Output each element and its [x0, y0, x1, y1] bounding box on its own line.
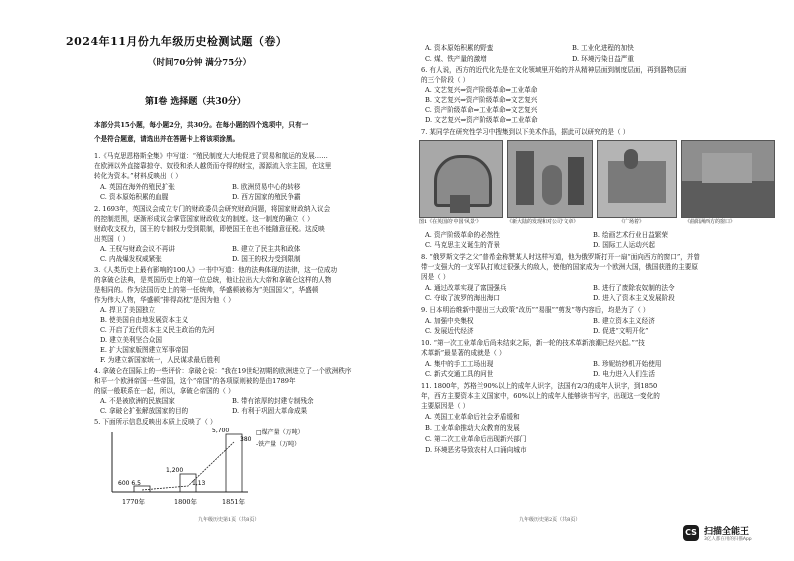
q7-option-c: C. 马克思主义诞生的背景	[425, 241, 500, 249]
painting-2-caption: 《新大陆的发现和对公司'文章》	[507, 219, 579, 225]
q2-option-d: D. 国王的权力受到限制	[232, 255, 301, 263]
q11-stem-3: 主要原因是（ ）	[421, 402, 470, 410]
q6-stem-1: 6. 有人说，西方的近代化先是在文化领域里开始的并从精神层面到制度层面，再到器物层面	[421, 66, 687, 74]
q8-stem-3: 因是（ ）	[421, 273, 450, 281]
q6-option-b: B. 文艺复兴⇒资产阶级革命⇒文艺复兴	[425, 96, 538, 104]
q11-stem-1: 11. 1800年，苏格兰90%以上的成年人识字，法国有2/3的成年人识字，到1850	[421, 382, 658, 390]
q3-option-a: A. 捍卫了美国独立	[100, 306, 156, 314]
q3-option-e: E. 扩大国家版图建立军事帝国	[100, 346, 189, 354]
iron-line	[142, 442, 234, 490]
q9-option-d: D. 促进“文明开化”	[593, 327, 649, 335]
q6-option-d: D. 文艺复兴⇒资产阶级革命⇒工业革命	[425, 116, 538, 124]
q9-stem: 9. 日本明治维新中提出三大政策“改历”“易服”“剪发”等内容后，均是为了（ ）	[421, 306, 650, 314]
q8-option-a: A. 通过改革实现了富国强兵	[425, 284, 507, 292]
instruction-line-2: 个是符合题意，请选出并在答题卡上将该项涂黑。	[94, 135, 240, 143]
q5-option-b: B. 工业化进程的加快	[572, 44, 634, 52]
exam-title: 2024年11月份九年级历史检测试题（卷）	[66, 35, 288, 48]
q2-option-b: B. 建立了民主共和政体	[232, 245, 301, 253]
label-600: 600 6.5	[118, 480, 141, 487]
painting-2	[507, 140, 593, 218]
painting-4-caption: 《曲阳洲西方的窗口》	[685, 219, 736, 225]
q3-stem-4: 作为伟大人物，华盛顿“排得高枕”是因为他（ ）	[94, 296, 235, 304]
painting-1-caption: 图1《在英国的'中国'风景'》	[419, 219, 482, 225]
q9-option-a: A. 加强中央集权	[425, 317, 474, 325]
q7-stem: 7. 某同学在研究性学习中搜集到以下美术作品，据此可以研究的是（ ）	[421, 128, 630, 136]
label-5700: 5,700	[212, 428, 230, 434]
label-380: 380	[240, 436, 252, 443]
painting-1	[419, 140, 503, 218]
q10-option-d: D. 电力进入人们生活	[593, 370, 655, 378]
q10-stem-2: 术革新”最显著的成就是（ ）	[421, 349, 506, 357]
q3-option-b: B. 使美国自由地发展资本主义	[100, 316, 189, 324]
painting-3-caption: 《广场着》	[619, 219, 645, 225]
q5-option-a: A. 资本原始积累的野蛮	[425, 44, 494, 52]
q1-option-a: A. 英国在海外的殖民扩张	[100, 183, 175, 191]
q8-stem-1: 8. “俄罗斯文学之父”普希金称赞某人时这样写道，他为俄罗斯打开一扇“面向西方的窗口”，并曾	[421, 253, 701, 261]
q2-stem-3: 财政收支权力，国王的专制权力受到限制，即使国王在也不能随意征税。这反映	[94, 225, 325, 233]
q5-option-d: D. 环境污染日益严重	[572, 55, 634, 63]
painting-3	[597, 140, 677, 218]
q5-option-c: C. 煤、铁产量的激增	[425, 55, 487, 63]
q8-option-b: B. 进行了废除农奴制的法令	[593, 284, 675, 292]
label-1200: 1,200	[166, 467, 184, 474]
q4-option-d: D. 有利于巩固大革命成果	[232, 407, 308, 415]
section-heading: 第Ⅰ卷 选择题（共30分）	[145, 97, 246, 107]
q10-stem-1: 10. “第一次工业革命后尚未结束之际，新一轮的技术革新浪潮已经兴起。”“技	[421, 339, 645, 347]
q1-option-b: B. 欧洲贸易中心的转移	[232, 183, 301, 191]
legend-coal: □煤产量（万吨）	[256, 429, 304, 436]
q8-option-d: D. 进入了资本主义发展阶段	[593, 294, 675, 302]
q11-option-d: D. 环境恶劣导致农村人口涌向城市	[425, 446, 527, 454]
q8-stem-2: 带一支强大的一支军队打败过很强大的敌人，使他的国家成为一个欧洲大国，俄国获胜的主要原	[421, 263, 698, 271]
q2-stem-4: 出英国（ ）	[94, 235, 130, 243]
q11-stem-2: 年，西方主要资本主义国家中，60%以上的成年人能够读书写字，出现这一变化的	[421, 392, 660, 400]
q7-option-d: D. 国际工人运动兴起	[593, 241, 655, 249]
q7-option-a: A. 资产阶级革命的必然性	[425, 231, 500, 239]
q4-option-a: A. 不是被欧洲的民族国家	[100, 397, 175, 405]
q2-stem-2: 的控制范围，逐渐形成议会掌管国家财政收支的制度。这一制度的确立（ ）	[94, 215, 314, 223]
production-chart	[108, 428, 338, 508]
q11-option-c: C. 第二次工业革命后出现新兴部门	[425, 435, 527, 443]
q4-stem-3: 的原一般联系在一起，所以，拿破仑帝国的（ ）	[94, 387, 235, 395]
year-1851: 1851年	[222, 498, 246, 506]
left-footer: 九年级历史第1页（共8页）	[198, 517, 260, 523]
q6-option-a: A. 文艺复兴⇒资产阶级革命⇒工业革命	[425, 86, 538, 94]
watermark-tagline: 3亿人都在用的扫描App	[704, 537, 752, 542]
q3-option-c: C. 开启了近代资本主义民主政治的先河	[100, 326, 215, 334]
q1-stem-2: 在欧洲以外直接靠掠夺、奴役和杀人越货而夺得的财宝，源源流入宗主国，在这里	[94, 162, 332, 170]
exam-time-score: （时间70分钟 满分75分）	[148, 58, 252, 68]
right-page	[397, 0, 794, 561]
q1-stem-1: 1.《马克思恩格斯全集》中写道：“殖民制度大大地促进了贸易和航运的发展……	[94, 152, 328, 160]
q11-option-b: B. 工业革命推动大众教育的发展	[425, 424, 520, 432]
q4-stem-2: 和平一个欧洲帝国一些帝国，这个“帝国”的各项原则被的是由1789年	[94, 377, 296, 385]
q2-option-c: C. 内战爆发权威紧张	[100, 255, 162, 263]
q10-option-a: A. 集中的手工工场出现	[425, 360, 494, 368]
q3-option-d: D. 建立美利坚合众国	[100, 336, 162, 344]
q2-option-a: A. 王权与财政会议不再讲	[100, 245, 175, 253]
q6-stem-2: 的三个阶段（ ）	[421, 76, 470, 84]
instruction-line-1: 本部分共15小题，每小题2分，共30分。在每小题的四个选项中，只有一	[94, 121, 309, 129]
q1-stem-3: 转化为资本。”材料反映出（ ）	[94, 172, 182, 180]
q4-stem-1: 4. 拿破仑在国际上的一些评价：拿破仑说：“我在19世纪初期的欧洲进立了一个欧洲秩序	[94, 367, 352, 375]
q7-option-b: B. 绘画艺术行业日益繁荣	[593, 231, 668, 239]
q9-option-b: B. 建立资本主义经济	[593, 317, 655, 325]
camscanner-logo-icon: CS	[683, 525, 699, 541]
q9-option-c: C. 发展近代经济	[425, 327, 474, 335]
q2-stem-1: 2. 1693年，英国议会成立专门的财政委员会研究财政问题，将国家财政纳入议会	[94, 205, 331, 213]
year-1800: 1800年	[174, 498, 198, 506]
q10-option-b: B. 珍妮纺纱机开始使用	[593, 360, 662, 368]
q4-option-b: B. 带有浓厚的封建专制残余	[232, 397, 314, 405]
label-113: 1,13	[192, 480, 206, 487]
right-footer: 九年级历史第2页（共8页）	[519, 517, 581, 523]
q10-option-c: C. 新式交通工具的问世	[425, 370, 494, 378]
q6-option-c: C. 资产阶级革命⇒工业革命⇒文艺复兴	[425, 106, 538, 114]
q4-option-c: C. 拿破仑扩张解放国家的目的	[100, 407, 189, 415]
q5-stem: 5. 下面所示信息反映出本质上反映了（ ）	[94, 418, 217, 426]
q3-stem-1: 3.《人类历史上最有影响的100人》一书中写道：他的法典体现的法律，这一位成功	[94, 266, 338, 274]
q3-option-f: F. 为建立新国家统一，人民谋求最后胜利	[100, 356, 220, 364]
watermark-brand: 扫描全能王	[704, 527, 750, 537]
year-1770: 1770年	[122, 498, 146, 506]
legend-iron: -铁产量（万吨）	[256, 441, 301, 448]
q1-option-c: C. 资本原始积累的血腥	[100, 193, 169, 201]
q3-stem-3: 是相同的。作为法国历史上的第一任统帅，华盛顿被称为“美国国父”，华盛顿	[94, 286, 319, 294]
q11-option-a: A. 英国工业革命后社会矛盾缓和	[425, 413, 520, 421]
q3-stem-2: 的拿破仑法典，是英国历史上的第一位总统，他让拉出大大帝和拿破仑这样的人物	[94, 276, 332, 284]
painting-4	[681, 140, 775, 218]
q8-option-c: C. 夺取了波罗的海出海口	[425, 294, 500, 302]
q1-option-d: D. 西方国家的殖民争霸	[232, 193, 301, 201]
